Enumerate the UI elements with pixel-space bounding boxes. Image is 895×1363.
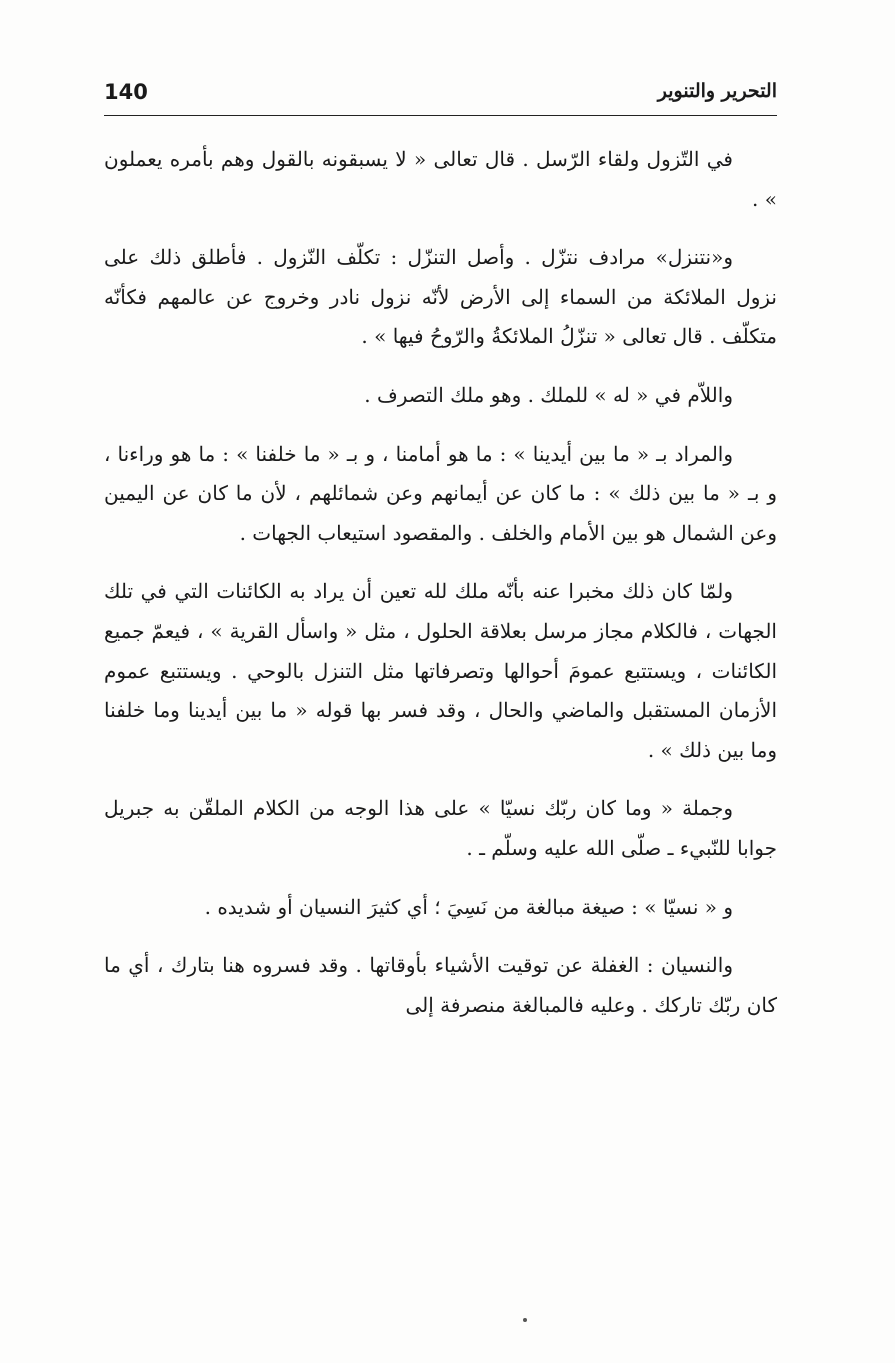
- page-header: [104, 80, 777, 112]
- header-divider: [104, 115, 777, 116]
- paragraph: والنسيان : الغفلة عن توقيت الأشياء بأوقاتها . وقد فسروه هنا بتارك ، أي ما كان ربّك تاركك . وعليه فالمبالغة منصرفة إلى: [104, 953, 777, 1017]
- paragraph: واللاّم في « له » للملك . وهو ملك التصرف .: [364, 382, 733, 407]
- paragraph: في التّزول ولقاء الرّسل . قال تعالى « لا يسبقونه بالقول وهم بأمره يعملون » .: [104, 147, 777, 211]
- paragraph: و « نسيّا » : صيغة مبالغة من نَسِيَ ؛ أي كثيرَ النسيان أو شديده .: [204, 894, 733, 919]
- scan-speck: [523, 1318, 527, 1322]
- page-number: 140: [104, 80, 148, 104]
- paragraph: وجملة « وما كان ربّك نسيّا » على هذا الوجه من الكلام الملقّن به جبريل جوابا للنّبيء ـ صلّى الله عليه وسلّم ـ .: [104, 796, 777, 860]
- running-title: التحرير والتنوير: [657, 80, 777, 102]
- paragraph: والمراد بـ « ما بين أيدينا » : ما هو أمامنا ، و بـ « ما خلفنا » : ما هو وراءنا ، و بـ « ما بين ذلك » : ما كان عن أيمانهم وعن شمائلهم ، لأن ما كان عن اليمين وعن الشمال هو بين الأمام والخلف . والمقصود استيعاب الجهات .: [104, 441, 777, 545]
- paragraph: ولمّا كان ذلك مخبرا عنه بأنّه ملك لله تعين أن يراد به الكائنات التي في تلك الجهات ، فالكلام مجاز مرسل بعلاقة الحلول ، مثل « واسأل القرية » ، فيعمّ جميع الكائنات ، ويستتبع عمومَ أحوالها وتصرفاتها مثل التنزل بالوحي . ويستتبع عموم الأزمان المستقبل والماضي والحال ، وقد فسر بها قوله « ما بين أيدينا وما خلفنا وما بين ذلك » .: [104, 579, 777, 762]
- page-body: [104, 140, 777, 1044]
- paragraph: و«نتنزل» مرادف نتزّل . وأصل التنزّل : تكلّف النّزول . فأطلق ذلك على نزول الملائكة من السماء إلى الأرض لأنّه نزول نادر وخروج عن عالمهم فكأنّه متكلّف . قال تعالى « تنزّلُ الملائكةُ والرّوحُ فيها » .: [104, 245, 777, 349]
